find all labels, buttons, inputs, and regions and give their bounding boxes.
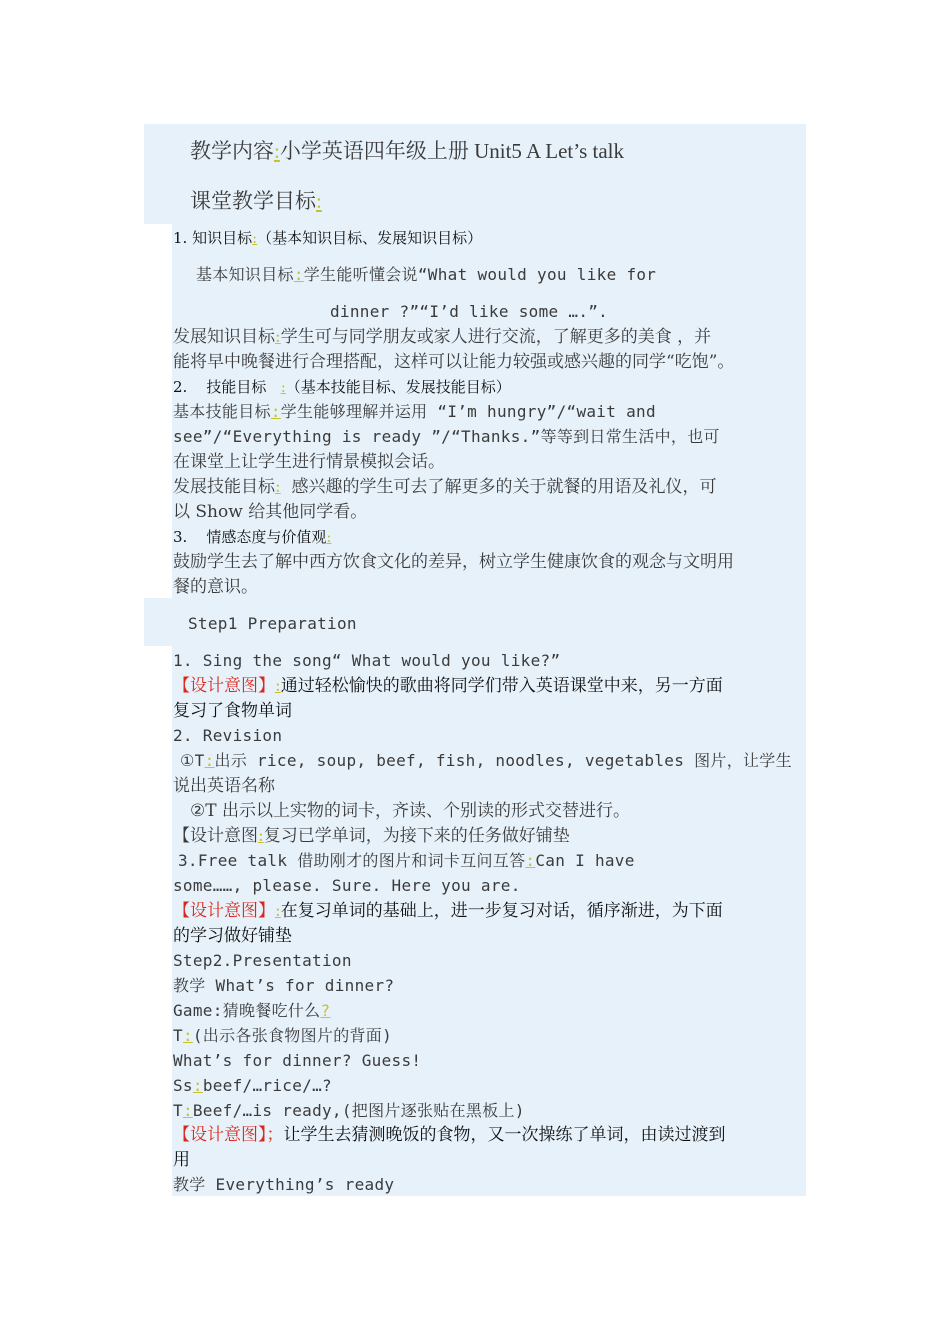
- heading-text: 知识目标: [192, 229, 253, 247]
- speaker-text: beef/…rice/…?: [202, 1076, 332, 1095]
- heading-text: 情感态度与价值观: [206, 528, 327, 546]
- develop-skill-label: 发展技能目标: [173, 477, 275, 497]
- develop-knowledge-line: [173, 325, 711, 349]
- basic-skill-text: 学生能够理解并运用 “I’m hungry”/“wait and: [280, 402, 656, 421]
- colon: :: [280, 378, 286, 396]
- develop-skill-line-2: 以 Show 给其他同学看。: [173, 502, 368, 522]
- basic-skill-line-2: see”/“Everything is ready ”/“Thanks.”等等到日常生活中，也可: [173, 427, 720, 446]
- speaker-label: T: [173, 1101, 183, 1120]
- heading-number: 2.: [173, 378, 188, 396]
- speaker-text: (出示各张食物图片的背面): [192, 1026, 393, 1045]
- colon: :: [192, 1076, 203, 1095]
- colon: :: [270, 402, 281, 421]
- revision-1: [180, 749, 792, 773]
- colon: :: [182, 1101, 193, 1120]
- design-intent-text: 在复习单词的基础上，进一步复习对话，循序渐进，为下面: [280, 901, 723, 921]
- question-mark: ?: [320, 1001, 331, 1020]
- colon: :: [293, 265, 304, 284]
- teach-whats-for-dinner: 教学 What’s for dinner?: [173, 976, 395, 995]
- colon: :: [275, 327, 281, 347]
- colon: :: [275, 477, 281, 497]
- basic-skill-label: 基本技能目标: [173, 402, 271, 421]
- free-talk-text: Can I have: [535, 851, 635, 870]
- teach-everythings-ready: 教学 Everything’s ready: [173, 1175, 395, 1194]
- colon: :: [525, 851, 536, 870]
- basic-knowledge-line-2: dinner ?”“I’d like some ….”.: [330, 302, 609, 321]
- design-intent-2: [173, 824, 570, 848]
- game-text: Game:猜晚餐吃什么: [173, 1001, 321, 1020]
- design-intent-text: 复习已学单词，为接下来的任务做好铺垫: [263, 826, 570, 846]
- develop-skill-text: 感兴趣的学生可去了解更多的关于就餐的用语及礼仪，可: [280, 477, 717, 497]
- speaker-label: Ss: [173, 1076, 193, 1095]
- skills-heading: [173, 375, 511, 399]
- design-intent-label: 【设计意图: [173, 826, 258, 846]
- objectives-label: 课堂教学目标: [190, 189, 316, 213]
- step1-item-3: [178, 849, 635, 873]
- heading-note: （基本技能目标、发展技能目标）: [285, 378, 511, 396]
- design-intent-label: 【设计意图】: [173, 676, 275, 696]
- design-intent-text: 让学生去猜测晚饭的食物，又一次操练了单词，由读过渡到: [283, 1125, 726, 1145]
- step1-title: Step1 Preparation: [188, 614, 357, 633]
- design-intent-4-line-2: 用: [173, 1150, 190, 1170]
- students-line: [173, 1074, 332, 1098]
- basic-knowledge-line: [196, 263, 656, 287]
- heading-number: 3.: [173, 528, 188, 546]
- develop-knowledge-text: 学生可与同学朋友或家人进行交流，了解更多的美食 ，并: [280, 327, 712, 347]
- step1-item-2: 2. Revision: [173, 726, 283, 745]
- design-intent-text: 通过轻松愉快的歌曲将同学们带入英语课堂中来，另一方面: [280, 676, 723, 696]
- free-talk-prefix: 3.Free talk 借助刚才的图片和词卡互问互答: [178, 851, 526, 870]
- colon: :: [275, 901, 281, 921]
- attitude-line-2: 餐的意识。: [173, 577, 258, 597]
- attitude-line: 鼓励学生去了解中西方饮食文化的差异，树立学生健康饮食的观念与文明用: [173, 552, 734, 572]
- content-label: 教学内容: [190, 139, 274, 163]
- colon: :: [182, 1026, 193, 1045]
- design-intent-label: 【设计意图】: [173, 901, 275, 921]
- objectives-heading: [190, 186, 322, 216]
- heading-number: 1.: [173, 229, 188, 247]
- heading-note: （基本知识目标、发展知识目标）: [257, 229, 483, 247]
- content-value: 小学英语四年级上册 Unit5 A Let’s talk: [279, 139, 625, 163]
- design-intent-1-line-2: 复习了食物单词: [173, 701, 292, 721]
- revision-text: 出示 rice, soup, beef, fish, noodles, vegetables 图片，让学生: [214, 751, 792, 770]
- knowledge-heading: [173, 226, 482, 250]
- attitude-heading: [173, 525, 331, 549]
- revision-2: ②T 出示以上实物的词卡，齐读、个别读的形式交替进行。: [190, 801, 630, 821]
- design-intent-label: 【设计意图】；: [173, 1125, 284, 1145]
- content-heading: [190, 136, 624, 166]
- colon: :: [258, 826, 264, 846]
- design-intent-3-line-2: 的学习做好铺垫: [173, 926, 292, 946]
- develop-skill-line: [173, 475, 717, 499]
- step1-item-1: 1. Sing the song“ What would you like?”: [173, 651, 561, 670]
- speaker-label: T: [173, 1026, 183, 1045]
- basic-skill-line-3: 在课堂上让学生进行情景模拟会话。: [173, 452, 445, 472]
- colon: :: [275, 676, 281, 696]
- colon: :: [274, 139, 280, 163]
- design-intent-1: [173, 674, 723, 698]
- revision-1-line-2: 说出英语名称: [173, 776, 275, 796]
- colon: :: [326, 528, 332, 546]
- step1-item-3-line-2: some……, please. Sure. Here you are.: [173, 876, 521, 895]
- heading-text: 技能目标: [206, 378, 267, 396]
- teacher-line-1: [173, 1024, 392, 1048]
- game-line: [173, 999, 330, 1023]
- basic-skill-line: [173, 400, 656, 424]
- develop-knowledge-label: 发展知识目标: [173, 327, 275, 347]
- colon: :: [204, 751, 215, 770]
- basic-knowledge-label: 基本知识目标: [196, 265, 294, 284]
- develop-knowledge-line-2: 能将早中晚餐进行合理搭配，这样可以让能力较强或感兴趣的同学“吃饱”。: [173, 352, 735, 372]
- colon: :: [316, 189, 322, 213]
- design-intent-4: [173, 1123, 726, 1147]
- basic-knowledge-text: 学生能听懂会说“What would you like for: [303, 265, 657, 284]
- step2-title: Step2.Presentation: [173, 951, 352, 970]
- speaker-text: Beef/…is ready,(把图片逐张贴在黑板上): [192, 1101, 525, 1120]
- design-intent-3: [173, 899, 723, 923]
- teacher-line-2: [173, 1099, 525, 1123]
- revision-prefix: ①T: [180, 751, 205, 770]
- whats-for-dinner-line: What’s for dinner? Guess!: [173, 1051, 422, 1070]
- colon: :: [252, 229, 258, 247]
